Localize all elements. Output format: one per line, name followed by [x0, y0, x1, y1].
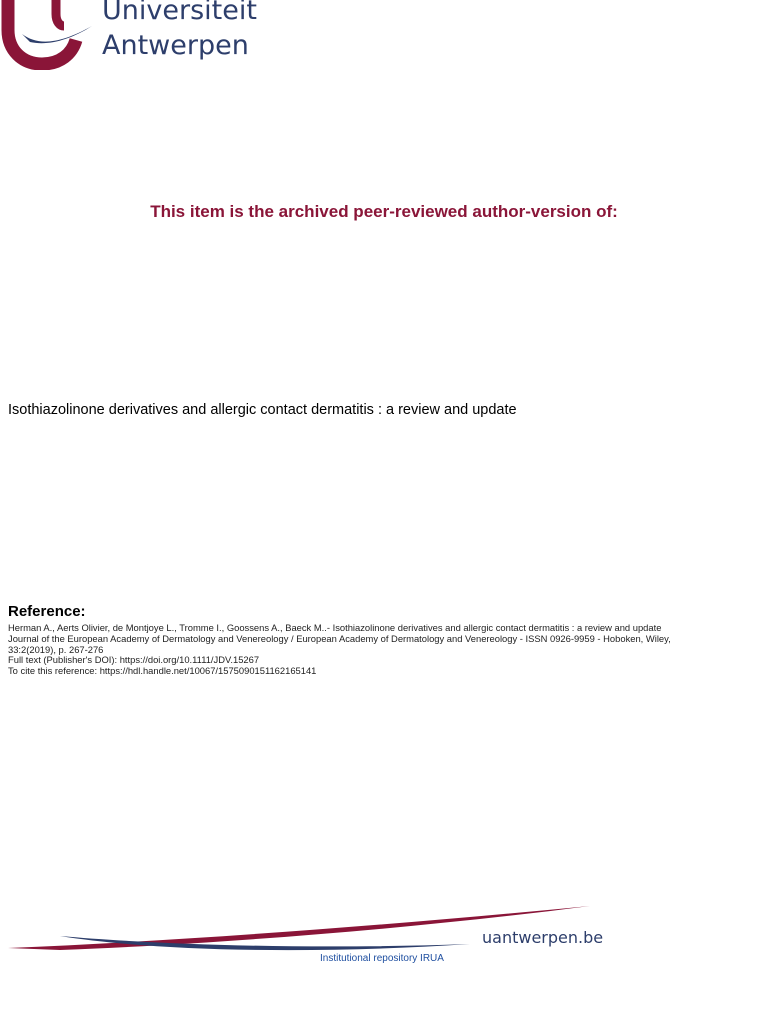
uantwerpen-u-logo-icon: [0, 0, 100, 70]
reference-volume: 33:2(2019), p. 267-276: [8, 643, 104, 655]
reference-authors: Herman A., Aerts Olivier, de Montjoye L., Tromme I., Goossens A., Baeck M..- Isothiazolinone derivatives and allergic contact dermatitis : a review and update: [8, 622, 662, 633]
reference-block: [8, 623, 760, 677]
archived-notice: This item is the archived peer-reviewed author-version of:: [150, 202, 618, 221]
reference-doi-link[interactable]: Full text (Publisher's DOI): https://doi.org/10.1111/JDV.15267: [8, 654, 260, 666]
logo-text-universiteit: Universiteit: [102, 0, 257, 26]
footer-site-link[interactable]: uantwerpen.be: [482, 928, 604, 947]
logo-text-antwerpen: Antwerpen: [102, 30, 249, 61]
footer-repository-label: Institutional repository IRUA: [320, 953, 444, 964]
reference-handle-link[interactable]: To cite this reference: https://hdl.handle.net/10067/1575090151162165141: [8, 665, 317, 677]
document-title: Isothiazolinone derivatives and allergic contact dermatitis : a review and update: [8, 402, 517, 418]
university-logo: [0, 0, 260, 70]
reference-journal: Journal of the European Academy of Dermatology and Venereology / European Academy of Dermatology and Venereology - ISSN 0926-9959 - Hoboken, Wiley,: [8, 632, 671, 644]
reference-heading: Reference:: [8, 603, 86, 620]
